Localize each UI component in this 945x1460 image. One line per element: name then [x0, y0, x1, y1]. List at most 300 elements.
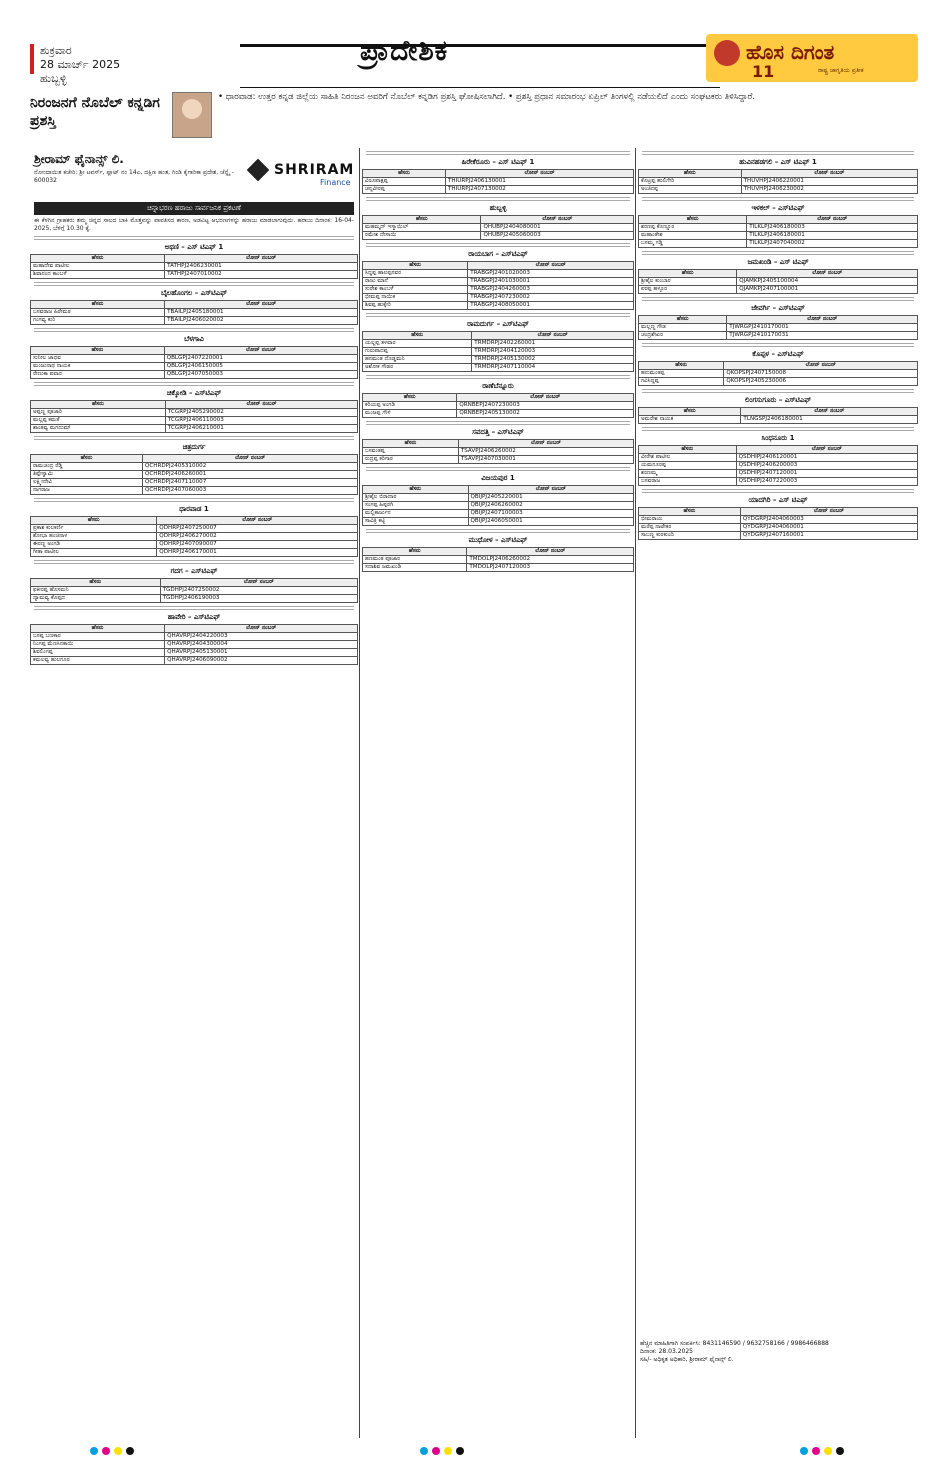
borrower-name: ಶಿವಲಿಂಗಪ್ಪ [31, 649, 165, 657]
column-header: ಹೆಸರು [31, 517, 157, 525]
borrower-name: ಚನ್ನವೀರಪ್ಪ [363, 186, 446, 194]
loan-number: TMDOLPJ2407120003 [467, 564, 634, 572]
loan-number: TILKLPJ2406180003 [747, 224, 918, 232]
branch-heading: ಕೊಪ್ಪಳ – ಎಸ್‌ಟಿಎಫ್ [752, 350, 804, 358]
loan-table [638, 407, 918, 424]
borrower-name: ಶರಣಮ್ಮ [639, 470, 737, 478]
borrower-name: ತಿಪ್ಪೇಸ್ವಾಮಿ [31, 471, 143, 479]
column-header: ಲೋನ್ ನಂಬರ್ [157, 517, 358, 525]
borrower-name: ರಮೇಶ ದೇಸಾಯಿ [363, 232, 481, 240]
loan-number: QYDGRPJ2404060003 [740, 516, 917, 524]
table-row [363, 294, 634, 302]
loan-number: TILKLPJ2407040002 [747, 240, 918, 248]
borrower-name: ಬಸವರಾಜ ಹಿರೇಮಠ [31, 309, 165, 317]
branch-heading: ಅಥಣಿ – ಎಸ್ ಟಿಎಫ್ 1 [164, 243, 224, 251]
table-header-row [31, 455, 358, 463]
loan-number: QBIJPJ2406050001 [468, 518, 634, 526]
column-header: ಹೆಸರು [31, 455, 143, 463]
date: 28 ಮಾರ್ಚ್ 2025 [40, 58, 121, 71]
column-header: ಲೋನ್ ನಂಬರ್ [165, 401, 357, 409]
column-header: ಹೆಸರು [363, 548, 467, 556]
table-row [639, 232, 918, 240]
table-row [363, 502, 634, 510]
table-header-row [31, 347, 358, 355]
borrower-name: ಮಹಮ್ಮದ್ ಇಸ್ಮಾಯಿಲ್ [363, 224, 481, 232]
table-row [363, 270, 634, 278]
table-header-row [363, 262, 634, 270]
borrower-name: ಸಾಬಣ್ಣ ಕುರಕುಂದಿ [639, 532, 741, 540]
notice-filler [34, 497, 354, 503]
table-row [363, 402, 634, 410]
table-header-row [639, 362, 918, 370]
notice-filler [366, 466, 630, 472]
loan-number: QBLGPJ2406150005 [164, 363, 357, 371]
loan-table [30, 300, 358, 325]
loan-number: THUVHPJ2406230002 [741, 186, 917, 194]
loan-table [362, 547, 634, 572]
notice-filler [366, 150, 630, 156]
loan-number: QKOPSPJ2405230006 [724, 378, 918, 386]
branch-heading: ರಾಯಬಾಗ – ಎಸ್‌ಟಿಎಫ್ [468, 250, 528, 258]
column-divider [635, 148, 636, 1438]
loan-number: TILKLPJ2406180001 [747, 232, 918, 240]
loan-table [362, 331, 634, 372]
story-headline: ನಿರಂಜನಗೆ ನೊಬೆಲ್ ಕನ್ನಡಿಗ ಪ್ರಶಸ್ತಿ [30, 95, 160, 129]
borrower-name: ಶ್ರೀಶೈಲ ಕುಂಬಾರ [639, 278, 737, 286]
notice-filler [34, 235, 354, 241]
loan-number: QSDHIPJ2406200003 [736, 462, 917, 470]
borrower-name: ಅಂಜಿನಪ್ಪ [639, 186, 742, 194]
borrower-name: ಮಂಜಪ್ಪ ಗೌಳಿ [363, 410, 457, 418]
column-header: ಹೆಸರು [363, 486, 469, 494]
borrower-name: ಸಿದ್ದಪ್ಪ ಹಾಲಪ್ಪನವರ [363, 270, 468, 278]
loan-table [362, 393, 634, 418]
loan-number: QCHRDPJ2407110007 [142, 479, 357, 487]
column-3 [638, 148, 918, 1438]
table-row [31, 355, 358, 363]
table-row [639, 240, 918, 248]
table-row [639, 470, 918, 478]
loan-table [638, 315, 918, 340]
branch-heading: ಬೈಲಹೊಂಗಲ – ಎಸ್‌ಟಿಎಫ್ [160, 289, 228, 297]
loan-number: QCHRDPJ2406260001 [142, 471, 357, 479]
loan-number: QBIJPJ2407100003 [468, 510, 634, 518]
borrower-name: ಹನುಮಂತಪ್ಪ [639, 370, 724, 378]
table-row [363, 510, 634, 518]
title-bar [240, 44, 720, 88]
loan-number: TRMDRPJ2402260001 [472, 340, 634, 348]
loan-number: QJAMKPJ2407100001 [737, 286, 918, 294]
column-header: ಹೆಸರು [639, 408, 741, 416]
table-row [639, 454, 918, 462]
loan-number: QDHRPJ2407090007 [157, 541, 358, 549]
table-row [31, 487, 358, 495]
loan-number: QHAVRPJ2406090002 [165, 657, 358, 665]
loan-number: TGDHPJ2407250002 [160, 587, 357, 595]
borrower-name: ಗುರುಪಾದಪ್ಪ [363, 348, 472, 356]
notice-filler [642, 150, 914, 156]
loan-number: QHAVRPJ2404220003 [165, 633, 358, 641]
borrower-name: ಕೊಟ್ರಪ್ಪ ಹುಲಿಗೇರಿ [639, 178, 742, 186]
borrower-name: ಸದಾಶಿವ ಜಮಖಂಡಿ [363, 564, 467, 572]
borrower-name: ಫಕೀರಪ್ಪ ಹೊಸಮನಿ [31, 587, 161, 595]
branch-heading: ಯಾದಗಿರಿ – ಎಸ್ ಟಿಎಫ್ [748, 496, 808, 504]
table-row [31, 263, 358, 271]
column-header: ಹೆಸರು [639, 446, 737, 454]
table-row [363, 286, 634, 294]
table-row [31, 317, 358, 325]
table-header-row [363, 170, 634, 178]
notice-filler [366, 420, 630, 426]
table-header-row [31, 255, 358, 263]
column-header: ಲೋನ್ ನಂಬರ್ [467, 548, 634, 556]
table-row [639, 286, 918, 294]
table-row [639, 462, 918, 470]
table-row [363, 302, 634, 310]
table-row [363, 356, 634, 364]
notice-filler [366, 196, 630, 202]
borrower-name: ಭೀಮರಾಯ [639, 516, 741, 524]
table-header-row [31, 401, 358, 409]
branch-list [362, 150, 634, 572]
table-row [639, 324, 918, 332]
auction-notice: ಈ ಕೆಳಗಿನ ಗ್ರಾಹಕರು ತಮ್ಮ ಚಿನ್ನದ ಸಾಲದ ಬಾಕಿ ಮೊತ್ತವನ್ನು ಪಾವತಿಸದ ಕಾರಣ, ಅಡವಿಟ್ಟ ಆಭರಣಗಳನ್ನು ಹರಾಜು ಮಾಡಲಾಗುವುದು. ಹರಾಜು ದಿನಾಂಕ: 16-04-2025, ಬೆಳಿಗ್ಗೆ 10.30 ಕ್ಕೆ. [34, 217, 354, 232]
loan-table [638, 215, 918, 248]
auction-banner: ಚಿನ್ನಾಭರಣ ಹರಾಜು ಸಾರ್ವಜನಿಕ ಪ್ರಕಟಣೆ [34, 202, 354, 215]
branch-heading: ಚಿಕ್ಕೋಡಿ – ಎಸ್‌ಟಿಎಫ್ [166, 389, 222, 397]
table-row [363, 518, 634, 526]
table-row [639, 186, 918, 194]
loan-table [362, 169, 634, 194]
loan-number: QBIJPJ2405220001 [468, 494, 634, 502]
column-header: ಲೋನ್ ನಂಬರ್ [160, 579, 357, 587]
column-header: ಹೆಸರು [363, 332, 472, 340]
loan-table [362, 261, 634, 310]
column-header: ಲೋನ್ ನಂಬರ್ [724, 362, 918, 370]
branch-heading: ಹುಬ್ಬಳ್ಳಿ [489, 204, 507, 212]
ad-company: ಶ್ರೀರಾಮ್ ಫೈನಾನ್ಸ್ ಲಿ. [34, 152, 124, 166]
logo-sub: Finance [320, 178, 351, 187]
print-registration-marks [90, 1440, 190, 1450]
ad-footer [640, 1340, 918, 1364]
column-header: ಲೋನ್ ನಂಬರ್ [736, 446, 917, 454]
table-row [363, 232, 634, 240]
loan-table [638, 269, 918, 294]
borrower-name: ಪರಪ್ಪ ಹಳ್ಳೂರ [639, 286, 737, 294]
borrower-name: ಗಂಗವ್ವ ಕುರಿ [31, 317, 165, 325]
loan-number: QDHRPJ2406270002 [157, 533, 358, 541]
loan-number: TATHPJ2406230001 [165, 263, 358, 271]
table-header-row [639, 270, 918, 278]
table-row [31, 271, 358, 279]
shriram-mark-icon [247, 159, 270, 182]
notice-filler [366, 242, 630, 248]
loan-table [362, 485, 634, 526]
loan-number: QRNBEPJ2405130002 [457, 410, 634, 418]
table-row [31, 657, 358, 665]
loan-number: QCHRDPJ2405310002 [142, 463, 357, 471]
table-row [31, 549, 358, 557]
column-header: ಹೆಸರು [639, 508, 741, 516]
branch-heading: ಸವದತ್ತಿ – ಎಸ್‌ಟಿಎಫ್ [472, 428, 524, 436]
notice-filler [34, 327, 354, 333]
borrower-name: ಮಂಜುನಾಥ ನಾಯಕ [31, 363, 165, 371]
table-header-row [363, 216, 634, 224]
branch-heading: ಧಾರವಾಡ 1 [179, 505, 209, 513]
loan-number: TRABGPJ2401030001 [468, 278, 634, 286]
column-header: ಹೆಸರು [31, 579, 161, 587]
table-row [363, 186, 634, 194]
loan-number: QYDGRPJ2404060001 [740, 524, 917, 532]
signature-line: ಸಹಿ/- ಅಧಿಕೃತ ಅಧಿಕಾರಿ, ಶ್ರೀರಾಮ್ ಫೈನಾನ್ಸ್ ಲಿ. [640, 1356, 734, 1363]
notice-filler [34, 605, 354, 611]
table-header-row [363, 486, 634, 494]
notice-filler [34, 381, 354, 387]
branch-heading: ಬೆಳಗಾವಿ [184, 335, 204, 343]
column-header: ಲೋನ್ ನಂಬರ್ [481, 216, 634, 224]
notice-filler [34, 559, 354, 565]
column-header: ಹೆಸರು [363, 394, 457, 402]
loan-table [638, 169, 918, 194]
loan-number: QBIJPJ2406260002 [468, 502, 634, 510]
table-row [639, 416, 918, 424]
table-row [31, 541, 358, 549]
loan-table [30, 254, 358, 279]
loan-number: THIURPJ2407130002 [445, 186, 633, 194]
column-header: ಹೆಸರು [363, 262, 468, 270]
table-row [639, 178, 918, 186]
notice-filler [366, 528, 630, 534]
column-header: ಹೆಸರು [363, 440, 459, 448]
borrower-name: ಸುನೀಲ ಜಾಧವ [31, 355, 165, 363]
borrower-name: ಶಿವಪ್ಪ ಹುಕ್ಕೇರಿ [363, 302, 468, 310]
loan-number: QRNBEPJ2407230003 [457, 402, 634, 410]
table-row [639, 332, 918, 340]
column-header: ಹೆಸರು [363, 216, 481, 224]
column-header: ಹೆಸರು [31, 401, 166, 409]
table-row [31, 309, 358, 317]
borrower-name: ರುದ್ರಪ್ಪ ಕರಿಗಾರ [363, 456, 459, 464]
table-row [639, 278, 918, 286]
date-marker [30, 44, 34, 74]
column-header: ಹೆಸರು [31, 255, 165, 263]
table-row [639, 378, 918, 386]
table-row [31, 463, 358, 471]
notice-filler [366, 312, 630, 318]
borrower-name: ನಾಗರಾಜ [31, 487, 143, 495]
branch-heading: ಸಿಂಧನೂರು 1 [761, 434, 795, 442]
borrower-name: ಗವಿಸಿದ್ದಪ್ಪ [639, 378, 724, 386]
column-header: ಲೋನ್ ನಂಬರ್ [445, 170, 633, 178]
borrower-name: ಲಕ್ಷ್ಮೀದೇವಿ [31, 479, 143, 487]
loan-number: TLNGSPJ2406180001 [741, 416, 918, 424]
loan-table [638, 361, 918, 386]
borrower-name: ಮಹಾದೇವ ಪಾಟೀಲ [31, 263, 165, 271]
branch-heading: ರಾಣೆಬೆನ್ನೂರು [482, 382, 514, 390]
borrower-name: ಯಮನೂರಪ್ಪ [639, 462, 737, 470]
loan-number: QHAVRPJ2405130001 [165, 649, 358, 657]
loan-number: QHUBPJ2404080001 [481, 224, 634, 232]
loan-number: TCGRPJ2405290002 [165, 409, 357, 417]
loan-number: THIURPJ2406130001 [445, 178, 633, 186]
column-header: ಲೋನ್ ನಂಬರ್ [165, 301, 358, 309]
loan-number: TSAVPJ2407030001 [458, 456, 633, 464]
borrower-name: ಶಿವಾನಂದ ಕಾಂಬಳೆ [31, 271, 165, 279]
borrower-name: ಸುರೇಶ ಕಾಂಬಳೆ [363, 286, 468, 294]
loan-number: TCGRPJ2406110003 [165, 417, 357, 425]
table-header-row [31, 625, 358, 633]
borrower-name: ಅಪ್ಪಣ್ಣ ಪೂಜಾರಿ [31, 409, 166, 417]
loan-number: TCGRPJ2406210001 [165, 425, 357, 433]
table-row [639, 524, 918, 532]
dateline [40, 44, 120, 86]
brand-box [706, 34, 918, 82]
ad-address: ನೋಂದಾಯಿತ ಕಚೇರಿ: ಶ್ರೀ ಟವರ್ಸ್, ಪ್ಲಾಟ್ ನಂ 14ಎ, ದಕ್ಷಿಣ ಹಂತ, ಗಿಂಡಿ ಕೈಗಾರಿಕಾ ಪ್ರದೇಶ, ಚೆನ್ನೈ - 600032 [34, 169, 234, 184]
column-header: ಹೆಸರು [31, 347, 165, 355]
loan-number: QYDGRPJ2407160001 [740, 532, 917, 540]
borrower-name: ರಾಜು ಮಾನೆ [363, 278, 468, 286]
branch-heading: ಚಿತ್ರದುರ್ಗ [182, 443, 206, 451]
loan-number: QSDHIPJ2407120001 [736, 470, 917, 478]
borrower-name: ಅಶೋಕ ಗೌಡರ [363, 364, 472, 372]
column-1 [30, 148, 358, 1438]
table-row [31, 641, 358, 649]
column-header: ಲೋನ್ ನಂಬರ್ [165, 625, 358, 633]
table-header-row [639, 446, 918, 454]
loan-number: QSDHIPJ2406120001 [736, 454, 917, 462]
table-row [363, 556, 634, 564]
loan-number: TBAILPJ2405180001 [165, 309, 358, 317]
city: ಹುಬ್ಬಳ್ಳಿ [40, 72, 67, 85]
notice-filler [34, 281, 354, 287]
table-row [363, 448, 634, 456]
table-row [639, 516, 918, 524]
table-row [363, 278, 634, 286]
notice-filler [642, 250, 914, 256]
branch-heading: ಹುವಿನಹಡಗಲಿ – ಎಸ್ ಟಿಎಫ್ 1 [739, 158, 817, 166]
print-registration-marks [800, 1440, 900, 1450]
top-story [30, 92, 918, 138]
table-row [31, 425, 358, 433]
branch-list [30, 235, 358, 665]
loan-number: QHUBPJ2405060003 [481, 232, 634, 240]
loan-number: QJAMKPJ2405100004 [737, 278, 918, 286]
table-row [363, 340, 634, 348]
column-divider [359, 148, 360, 1438]
borrower-name: ದ್ಯಾಮವ್ವ ಕೊಪ್ಪದ [31, 595, 161, 603]
logo-text: SHRIRAM [274, 162, 355, 178]
branch-heading: ವಿಜಯಪುರ 1 [481, 474, 515, 482]
column-header: ಲೋನ್ ನಂಬರ್ [457, 394, 634, 402]
borrower-name: ಹನಮಂತ ದೊಡ್ಡಮನಿ [363, 356, 472, 364]
column-header: ಹೆಸರು [639, 316, 727, 324]
borrower-name: ವಿರೂಪಾಕ್ಷಪ್ಪ [363, 178, 446, 186]
loan-number: TRABGPJ2407230002 [468, 294, 634, 302]
borrower-name: ಮಲ್ಲಣ್ಣ ಗೌಡ [639, 324, 727, 332]
column-header: ಹೆಸರು [639, 270, 737, 278]
loan-table [638, 445, 918, 486]
loan-table [30, 400, 358, 433]
borrower-name: ಅಮರೇಶ ನಾಯಕ [639, 416, 741, 424]
page-number: 11 [752, 62, 775, 81]
footer-date: ದಿನಾಂಕ: 28.03.2025 [640, 1348, 693, 1355]
borrower-name: ಕಮಲವ್ವ ಹುಲಗೂರ [31, 657, 165, 665]
loan-number: TJWRGPJ2410170031 [727, 332, 918, 340]
column-header: ಹೆಸರು [639, 362, 724, 370]
branch-heading: ಮುಧೋಳ – ಎಸ್‌ಟಿಎಫ್ [468, 536, 528, 544]
loan-number: QDHRPJ2406170001 [157, 549, 358, 557]
table-header-row [639, 170, 918, 178]
loan-number: QSDHIPJ2407220003 [736, 478, 917, 486]
brand-name: ಹೊಸ ದಿಗಂತ [746, 40, 835, 64]
branch-heading: ಜೇವರ್ಗಿ – ಎಸ್‌ಟಿಎಫ್ [751, 304, 805, 312]
table-row [363, 410, 634, 418]
notice-filler [34, 435, 354, 441]
loan-number: TRMDRPJ2404120003 [472, 348, 634, 356]
loan-table [30, 454, 358, 495]
column-header: ಲೋನ್ ನಂಬರ್ [472, 332, 634, 340]
table-row [31, 417, 358, 425]
borrower-name: ಕರಿಯಪ್ಪ ಅಂಗಡಿ [363, 402, 457, 410]
table-header-row [639, 316, 918, 324]
column-header: ಲೋನ್ ನಂಬರ್ [458, 440, 633, 448]
borrower-name: ಶರಣಪ್ಪ ಕೊಣ್ಣೂರ [639, 224, 747, 232]
borrower-name: ಗೀತಾ ಪಾಟೀಲ [31, 549, 157, 557]
borrower-name: ರಾಮಚಂದ್ರ ರೆಡ್ಡಿ [31, 463, 143, 471]
column-header: ಲೋನ್ ನಂಬರ್ [165, 255, 358, 263]
table-row [639, 224, 918, 232]
table-row [31, 363, 358, 371]
column-header: ಹೆಸರು [639, 216, 747, 224]
column-header: ಲೋನ್ ನಂಬರ್ [727, 316, 918, 324]
day: ಶುಕ್ರವಾರ [40, 44, 72, 57]
loan-number: QBLGPJ2407220001 [164, 355, 357, 363]
shriram-logo [250, 162, 355, 192]
notice-filler [642, 196, 914, 202]
story-body: • ಧಾರವಾಡ: ಉತ್ತರ ಕನ್ನಡ ಜಿಲ್ಲೆಯ ಸಾಹಿತಿ ನಿರಂಜನ ಅವರಿಗೆ ನೊಬೆಲ್ ಕನ್ನಡಿಗ ಪ್ರಶಸ್ತಿ ಘೋಷಿಸಲಾಗಿದೆ. • ಪ್ರಶಸ್ತಿ ಪ್ರಧಾನ ಸಮಾರಂಭ ಏಪ್ರಿಲ್ ತಿಂಗಳಲ್ಲಿ ನಡೆಯಲಿದೆ ಎಂದು ಸಂಘಟಕರು ತಿಳಿಸಿದ್ದಾರೆ. [218, 92, 756, 102]
borrower-name: ಈರಣ್ಣ ಅಂಗಡಿ [31, 541, 157, 549]
notice-filler [642, 488, 914, 494]
loan-number: QHAVRPJ2404300004 [165, 641, 358, 649]
column-2 [362, 148, 634, 1438]
loan-number: TRMDRPJ2407110004 [472, 364, 634, 372]
table-header-row [31, 579, 358, 587]
table-row [31, 649, 358, 657]
table-header-row [363, 332, 634, 340]
column-header: ಲೋನ್ ನಂಬರ್ [164, 347, 357, 355]
table-row [363, 456, 634, 464]
table-row [363, 224, 634, 232]
borrower-name: ಬಸವಂತಪ್ಪ [363, 448, 459, 456]
loan-number: QCHRDPJ2407060003 [142, 487, 357, 495]
table-row [31, 525, 358, 533]
branch-list [638, 150, 918, 540]
print-registration-marks [420, 1440, 520, 1450]
loan-table [30, 624, 358, 665]
borrower-name: ಬಸಪ್ಪ ಬಣಕಾರ [31, 633, 165, 641]
loan-number: TGDHPJ2406190003 [160, 595, 357, 603]
notice-filler [642, 296, 914, 302]
table-row [639, 532, 918, 540]
table-row [31, 587, 358, 595]
column-header: ಲೋನ್ ನಂಬರ್ [747, 216, 918, 224]
column-header: ಹೆಸರು [639, 170, 742, 178]
table-row [31, 479, 358, 487]
table-row [31, 633, 358, 641]
borrower-name: ಹಣಮಂತ ಪೂಜಾರ [363, 556, 467, 564]
borrower-name: ಮಲ್ಲಿಕಾರ್ಜುನ [363, 510, 469, 518]
borrower-name: ಮಲ್ಲಪ್ಪ ಕಮತೆ [31, 417, 166, 425]
